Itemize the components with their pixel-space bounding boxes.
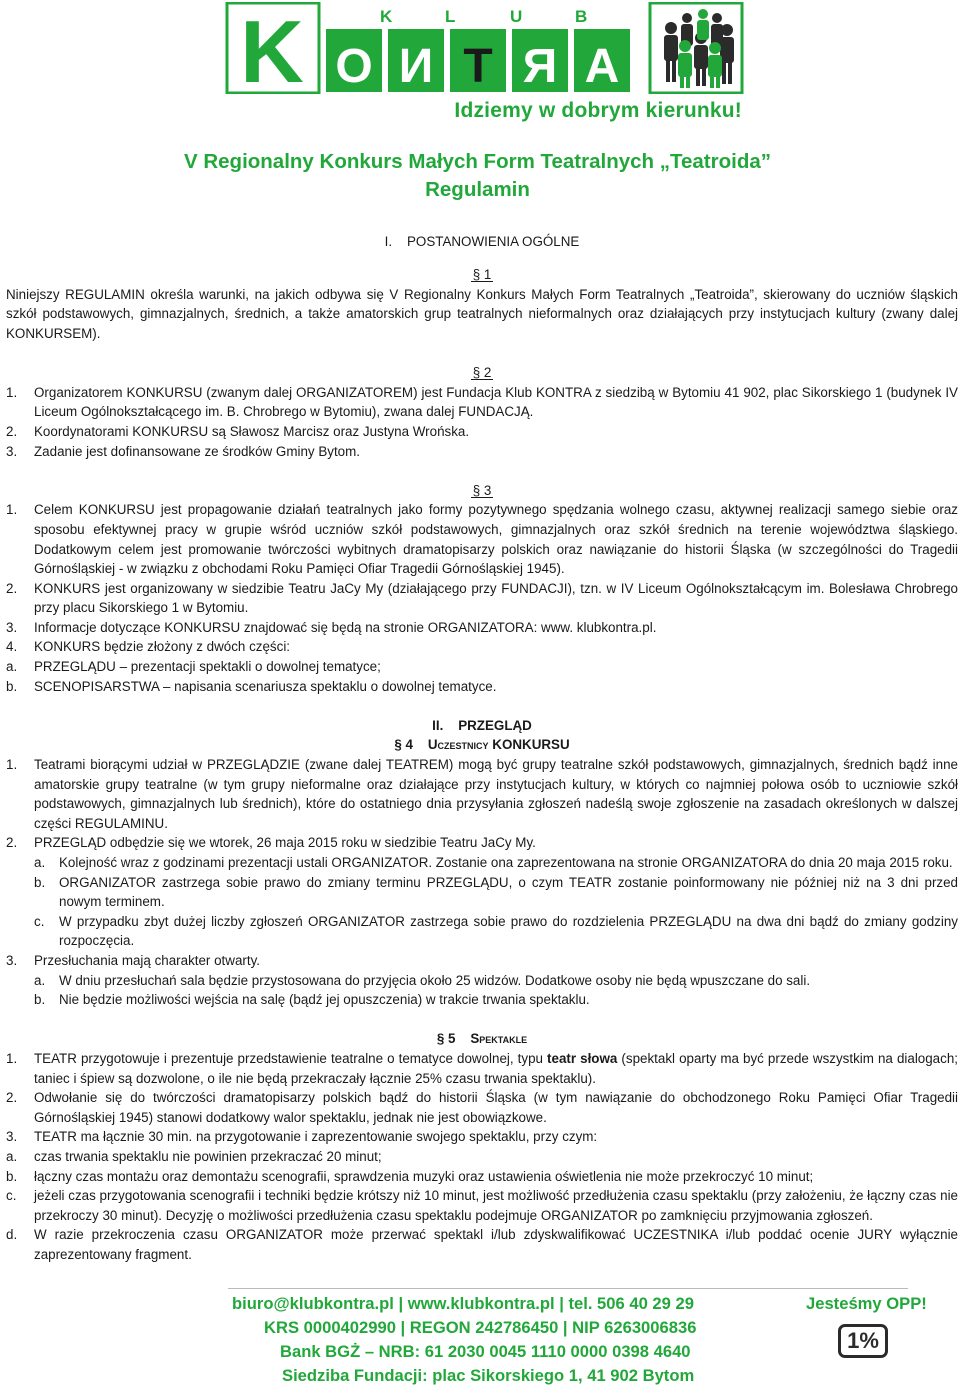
list-item: 1. Organizatorem KONKURSU (zwanym dalej ORGANIZATOREM) jest Fundacja Klub KONTRA z siedzibą w Bytomiu 41 902, plac Sikorskiego 1 (budynek IV Liceum Ogólnokształcącego im. B. Chrobrego w Bytomiu), zwana dalej FUNDACJĄ. — [6, 384, 958, 420]
svg-text:U: U — [510, 7, 523, 26]
sub-list-item: c. jeżeli czas przygotowania scenografii i techniki będzie krótszy niż 10 minut, jest możliwość przedłużenia czasu spektaklu (przy założeniu, że łączny czas nie przekroczy 30 minut). Decyzję o możliwości przedłużenia czasu spektaklu podejmuje ORGANIZATOR po zamknięciu przyjmowania zgłoszeń. — [6, 1188, 958, 1223]
contest-title: V Regionalny Konkurs Małych Form Teatralnych „Teatroida” — [183, 150, 772, 173]
sub-list-item: a. Kolejność wraz z godzinami prezentacji ustali ORGANIZATOR. Zostanie ona zaprezentowana na stronie ORGANIZATORA do dnia 20 maja 2015 roku. — [34, 855, 953, 870]
footer-address: Siedziba Fundacji: plac Sikorskiego 1, 41 902 Bytom — [282, 1366, 695, 1385]
sub-list-item: b. SCENOPISARSTWA – napisania scenariusza spektaklu o dowolnej tematyce. — [6, 678, 497, 694]
svg-text:B: B — [575, 7, 588, 26]
logo-big-letter: K — [240, 2, 304, 94]
list-item: 3. Informacje dotyczące KONKURSU znajdować się będą na stronie ORGANIZATORA: www. klubkontra.pl. — [6, 619, 657, 635]
list-item: 4. KONKURS będzie złożony z dwóch części: — [6, 639, 291, 655]
footer-registry: KRS 0000402990 | REGON 242786450 | NIP 6263006836 — [264, 1318, 697, 1337]
footer-bank: Bank BGŻ – NRB: 61 2030 0045 1110 0000 0398 4640 — [280, 1342, 691, 1361]
list-item: 1. TEATR przygotowuje i prezentuje przedstawienie teatralne o tematyce dowolnej, typu teatr słowa (spektakl oparty ma być przede wszystkim na dialogach; taniec i śpiew są dozwolone, o ile nie będą przekraczały łącznie 25% czasu trwania spektaklu). — [6, 1050, 958, 1086]
paragraph-sign-3: § 3 — [472, 482, 492, 498]
section-heading-1: I. POSTANOWIENIA OGÓLNE — [384, 234, 580, 249]
sub-list-item: a. PRZEGLĄDU – prezentacji spektakli o dowolnej tematyce; — [6, 659, 381, 675]
paragraph-sign-4: § 4 Uczestnicy KONKURSU — [394, 737, 570, 753]
list-item: 3. TEATR ma łącznie 30 min. na przygotowanie i zaprezentowanie swojego spektaklu, przy czym: — [6, 1129, 598, 1145]
list-item: 2. PRZEGLĄD odbędzie się we wtorek, 26 maja 2015 roku w siedzibie Teatru JaCy My. — [6, 835, 536, 851]
list-item: 3. Przesłuchania mają charakter otwarty. — [6, 952, 260, 968]
one-percent-badge-icon: 1% — [838, 1324, 888, 1358]
sub-list-item: b. ORGANIZATOR zastrzega sobie prawo do zmiany terminu PRZEGLĄDU, o czym TEATR zostanie poinformowany nie później niż na 3 dni przed nowym terminem. — [34, 874, 958, 910]
sub-list-item: b. Nie będzie możliwości wejścia na salę (bądź jej opuszczenia) w trakcie trwania spektaklu. — [34, 992, 590, 1008]
sub-list-item: d. W razie przekroczenia czasu ORGANIZATOR może przerwać spektakl i/lub zdyskwalifikować UCZESTNIKA i/lub poddać ocenie JURY wyłącznie zaprezentowany fragment. — [6, 1227, 958, 1262]
footer-divider — [228, 1288, 908, 1289]
list-item: 3. Zadanie jest dofinansowane ze środków Gminy Bytom. — [6, 443, 360, 459]
svg-text:И: И — [398, 40, 434, 93]
regulation-title: Regulamin — [425, 178, 530, 201]
opp-label: Jesteśmy OPP! — [806, 1294, 927, 1313]
list-item: 1. Teatrami biorącymi udział w PRZEGLĄDZIE (zwane dalej TEATREM) mogą być grupy teatralne szkół podstawowych, gimnazjalnych, średnich bądź inne amatorskie grupy teatralne (w tym grupy nieformalne oraz działające przy instytucjach kultury, w których co najmniej połowa osób to uczniowie szkół podstawowych, gimnazjalnych lub średnich), które do ostatniego dnia przysyłania zgłoszeń nadeślą swoje zgłoszenie na zasadach określonych w dalszej części REGULAMINU. — [6, 757, 958, 831]
svg-text:A: A — [584, 40, 620, 93]
sub-list-item: a. czas trwania spektaklu nie powinien przekraczać 20 minut; — [6, 1148, 382, 1164]
sub-list-item: c. W przypadku zbyt dużej liczby zgłoszeń ORGANIZATOR zastrzega sobie prawo do rozdzielenia PRZEGLĄDU na dwa dni bądź do zmiany godziny rozpoczęcia. — [34, 913, 958, 949]
svg-text:L: L — [445, 7, 456, 26]
footer-contact: biuro@klubkontra.pl | www.klubkontra.pl | tel. 506 40 29 29 — [232, 1294, 694, 1313]
svg-text:O: O — [335, 40, 373, 93]
sub-list-item: a. W dniu przesłuchań sala będzie przystosowana do przyjęcia około 25 widzów. Dodatkowe osoby nie będą wpuszczane do sali. — [34, 972, 811, 988]
svg-text:T: T — [463, 40, 493, 93]
list-item: 2. KONKURS jest organizowany w siedzibie Teatru JaCy My (działającego przy FUNDACJI), tzn. w IV Liceum Ogólnokształcącym im. Bolesława Chrobrego przy placu Sikorskiego 1 w Bytomiu. — [6, 580, 958, 616]
document-body — [6, 232, 958, 1264]
sub-list-item: b. łączny czas montażu oraz demontażu scenografii, sprawdzenia muzyki oraz ustawienia oświetlenia nie może przekroczyć 10 minut; — [6, 1168, 814, 1184]
paragraph-1-text: Niniejszy REGULAMIN określa warunki, na jakich odbywa się V Regionalny Konkurs Małych Form Teatralnych „Teatroida”, skierowany do uczniów śląskich szkół podstawowych, gimnazjalnych, średnich, a także amatorskich grup teatralnych nieformalnych oraz działających przy instytucjach kultury (zwany dalej KONKURSEM). — [6, 286, 958, 341]
svg-text:Я: Я — [522, 40, 558, 93]
list-item: 2. Odwołanie się do twórczości dramatopisarzy polskich bądź do historii Śląska (w tym nawiązanie do obchodzonego Roku Pamięci Ofiar Tragedii Górnośląskiej 1945) stanowi dodatkowy walor spektaklu, jednak nie jest obowiązkowe. — [6, 1090, 958, 1125]
klub-kontra-logo — [225, 2, 745, 94]
section-heading-2: II. PRZEGLĄD — [432, 717, 532, 733]
paragraph-sign-2: § 2 — [472, 365, 492, 381]
list-item: 2. Koordynatorami KONKURSU są Sławosz Marcisz oraz Justyna Wrońska. — [6, 423, 470, 439]
paragraph-sign-5: § 5 Spektakle — [436, 1031, 528, 1047]
paragraph-sign-1: § 1 — [472, 267, 492, 283]
people-group-icon — [650, 3, 742, 93]
list-item: 1. Celem KONKURSU jest propagowanie działań teatralnych jako formy pozytywnego spędzania wolnego czasu, aktywnej realizacji samego siebie oraz sposobu efektywnej pracy w grupie wśród uczniów szkół podstawowych, gimnazjalnych oraz szkół średnich na terenie województwa śląskiego. Dodatkowym celem jest promowanie twórczości wybitnych dramatopisarzy polskich oraz nawiązanie do historii Śląska (w szczególności do Tragedii Górnośląskiej - w związku z obchodami Roku Pamięci Ofiar Tragedii Górnośląskiej 1945). — [6, 502, 958, 577]
svg-text:K: K — [380, 7, 393, 26]
slogan: Idziemy w dobrym kierunku! — [454, 99, 742, 122]
